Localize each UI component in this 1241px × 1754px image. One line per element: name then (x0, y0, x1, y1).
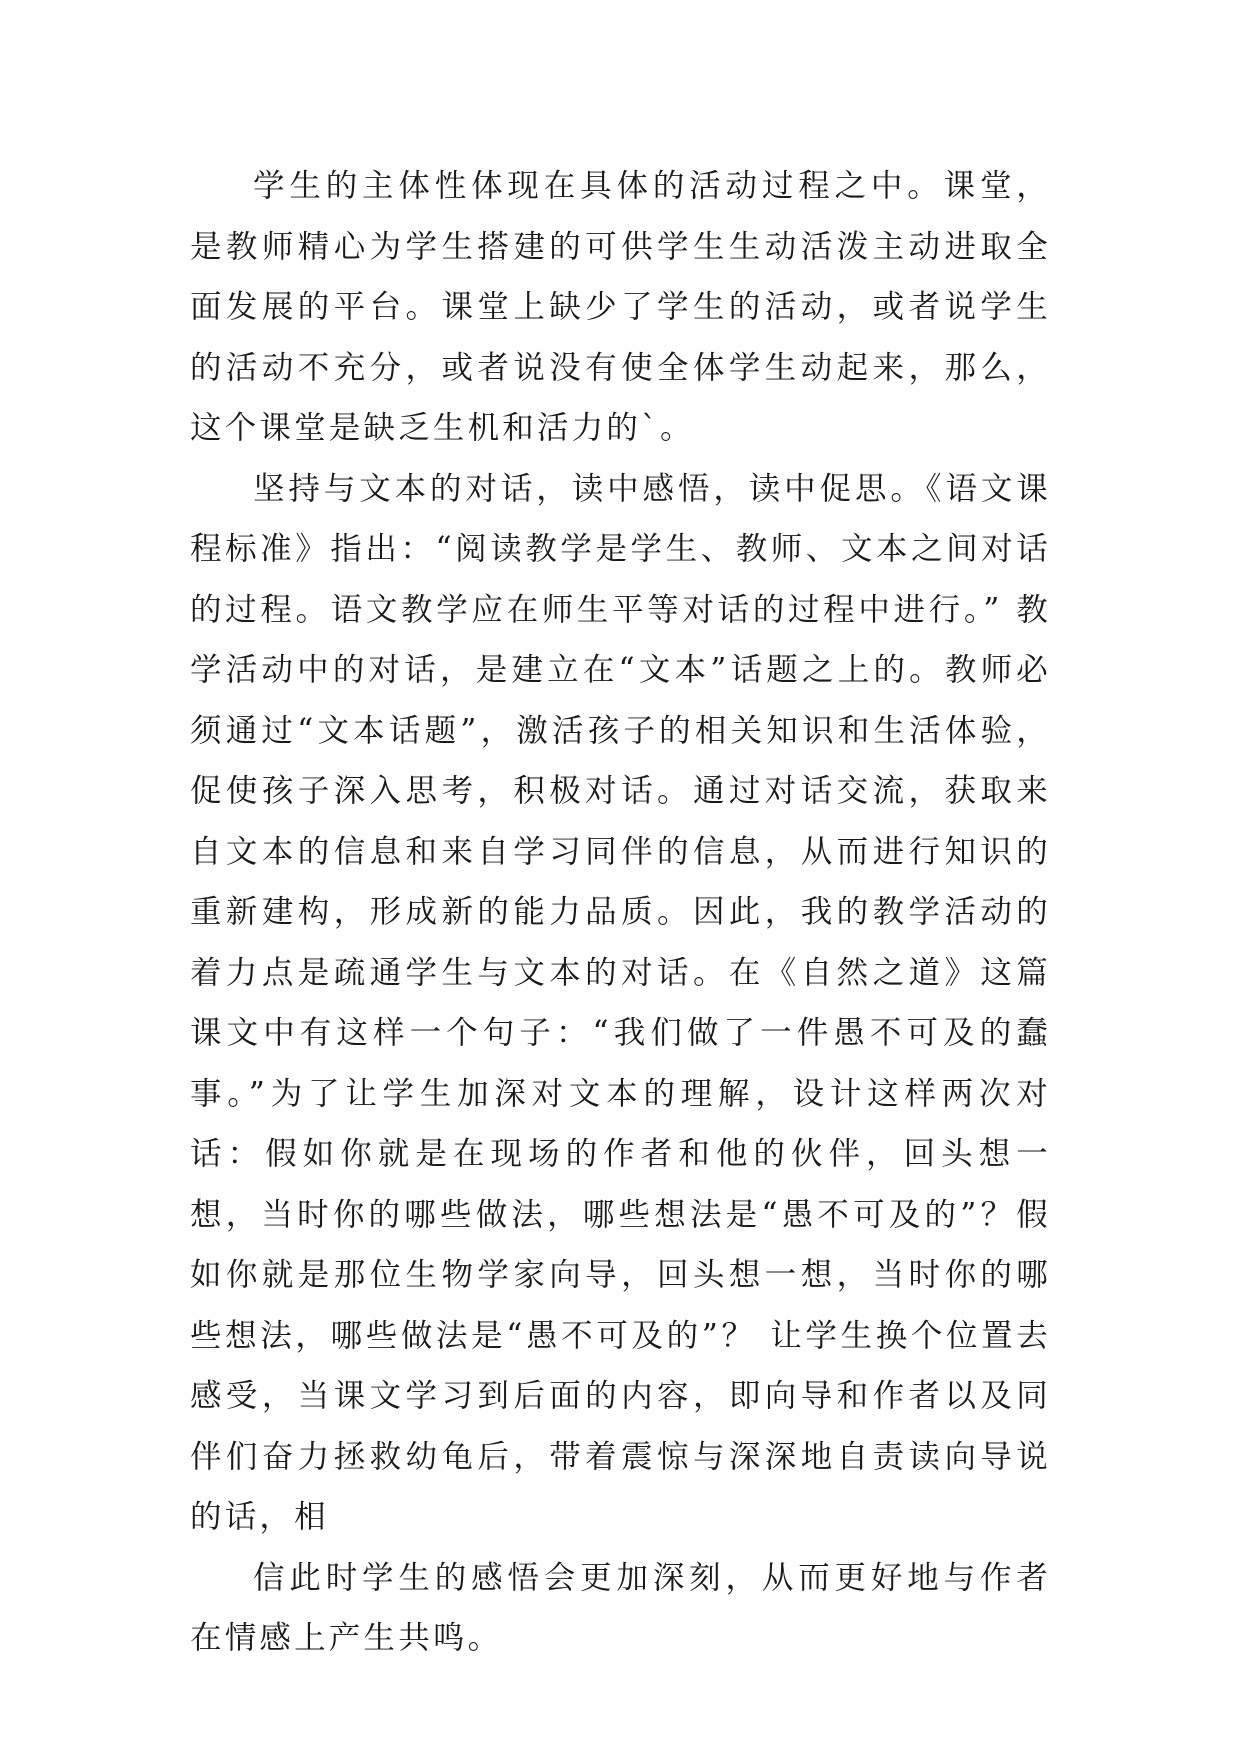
paragraph-3: 信此时学生的感悟会更加深刻，从而更好地与作者在情感上产生共鸣。 (190, 1559, 1051, 1656)
paragraph-2: 坚持与文本的对话，读中感悟，读中促思。《语文课程标准》指出：“阅读教学是学生、教师、文本之间对话的过程。语文教学应在师生平等对话的过程中进行。” 教学活动中的对话，是建立在“文本”话题之上的。教师必须通过“文本话题”，激活孩子的相关知识和生活体验，促使孩子深入思考，积极对话。通过对话交流，获取来自文本的信息和来自学习同伴的信息，从而进行知识的重新建构，形成新的能力品质。因此，我的教学活动的着力点是疏通学生与文本的对话。在《自然之道》这篇课文中有这样一个句子：“我们做了一件愚不可及的蠢事。”为了让学生加深对文本的理解，设计这样两次对话：假如你就是在现场的作者和他的伙伴，回头想一想，当时你的哪些做法，哪些想法是“愚不可及的”？假如你就是那位生物学家向导，回头想一想，当时你的哪些想法，哪些做法是“愚不可及的”？ 让学生换个位置去感受，当课文学习到后面的内容，即向导和作者以及同伴们奋力拯救幼龟后，带着震惊与深深地自责读向导说的话，相 (190, 470, 1051, 1535)
paragraph-1: 学生的主体性体现在具体的活动过程之中。课堂，是教师精心为学生搭建的可供学生生动活泼主动进取全面发展的平台。课堂上缺少了学生的活动，或者说学生的活动不充分，或者说没有使全体学生动起来，那么，这个课堂是缺乏生机和活力的`。 (190, 168, 1051, 446)
document-body (190, 156, 1051, 1669)
